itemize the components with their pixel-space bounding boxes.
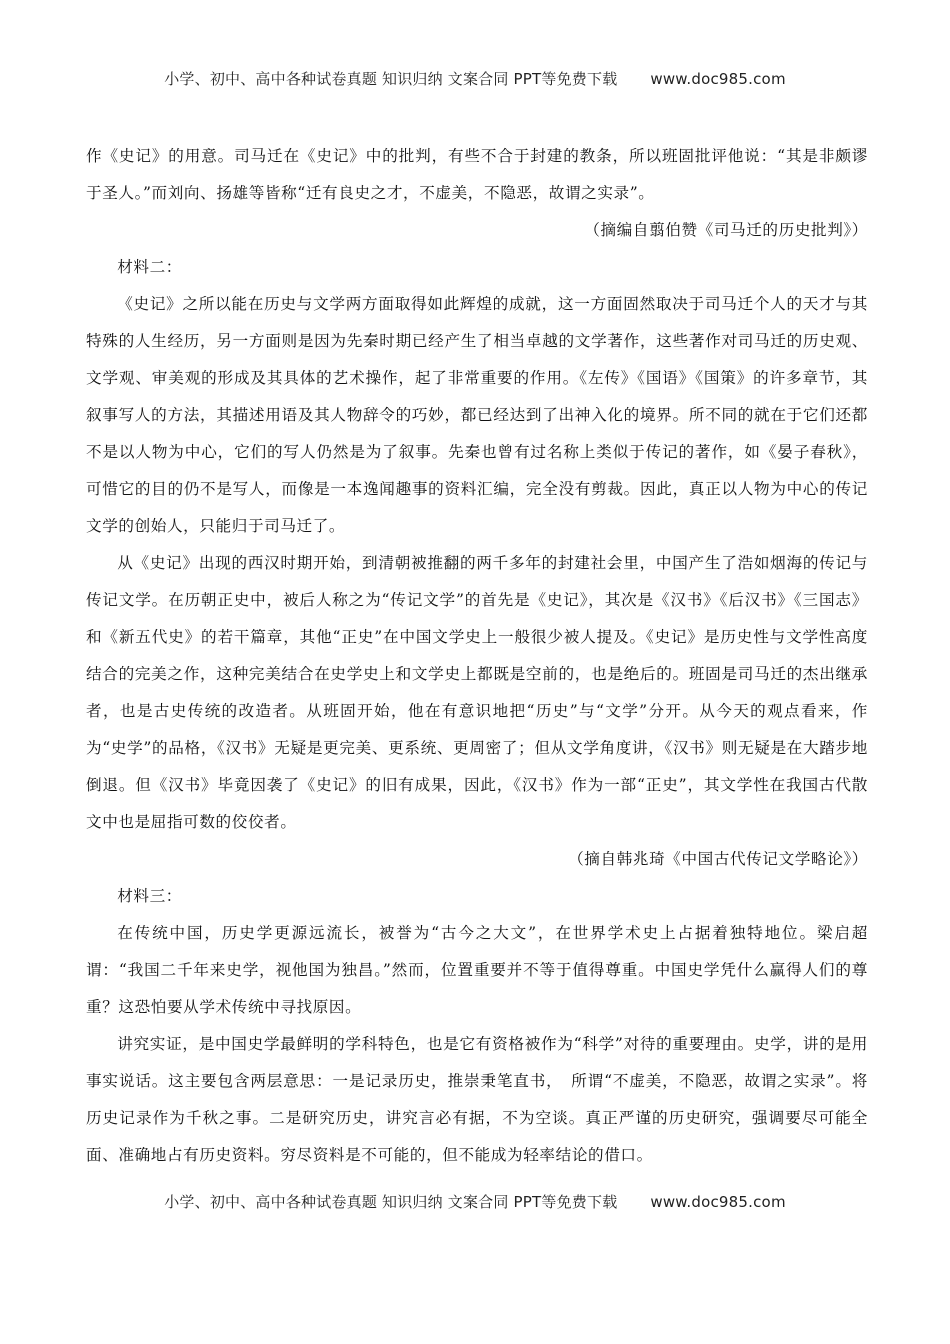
source-citation-1: （摘编自翦伯赞《司马迁的历史批判》） <box>584 221 868 239</box>
material-2-heading: 材料二： <box>117 258 182 276</box>
source-citation-2: （摘自韩兆琦《中国古代传记文学略论》） <box>568 850 868 868</box>
paragraph-continued: 作《史记》的用意。司马迁在《史记》中的批判，有些不合于封建的教条，所以班固批评他说：“其是非颇谬于圣人。”而刘向、扬雄等皆称“迁有良史之才，不虚美，不隐恶，故谓之实录”。 <box>86 147 868 202</box>
header-site-url[interactable]: www.doc985.com <box>650 70 786 88</box>
header-text: 小学、初中、高中各种试卷真题 知识归纳 文案合同 PPT等免费下载 <box>164 70 618 88</box>
material-3-paragraph-1: 在传统中国，历史学更源远流长，被誉为“古今之大文”，在世界学术史上占据着独特地位。梁启超谓：“我国二千年来史学，视他国为独昌。”然而，位置重要并不等于值得尊重。中国史学凭什么赢得人们的尊重？这恐怕要从学术传统中寻找原因。 <box>86 924 868 1016</box>
material-2-paragraph-2: 从《史记》出现的西汉时期开始，到清朝被推翻的两千多年的封建社会里，中国产生了浩如烟海的传记与传记文学。在历朝正史中，被后人称之为“传记文学”的首先是《史记》，其次是《汉书》《后汉书》《三国志》和《新五代史》的若干篇章，其他“正史”在中国文学史上一般很少被人提及。《史记》是历史性与文学性高度结合的完美之作，这种完美结合在史学史上和文学史上都既是空前的，也是绝后的。班固是司马迁的杰出继承者，也是古史传统的改造者。从班固开始，他在有意识地把“历史”与“文学”分开。从今天的观点看来，作为“史学”的品格，《汉书》无疑是更完美、更系统、更周密了；但从文学角度讲，《汉书》则无疑是在大踏步地倒退。但《汉书》毕竟因袭了《史记》的旧有成果，因此，《汉书》作为一部“正史”，其文学性在我国古代散文中也是屈指可数的佼佼者。 <box>86 554 868 831</box>
material-3-heading: 材料三： <box>117 887 182 905</box>
footer-site-url[interactable]: www.doc985.com <box>650 1193 786 1211</box>
material-2-paragraph-1: 《史记》之所以能在历史与文学两方面取得如此辉煌的成就，这一方面固然取决于司马迁个人的天才与其特殊的人生经历，另一方面则是因为先秦时期已经产生了相当卓越的文学著作，这些著作对司马迁的历史观、文学观、审美观的形成及其具体的艺术操作，起了非常重要的作用。《左传》《国语》《国策》的许多章节，其叙事写人的方法，其描述用语及其人物辞令的巧妙，都已经达到了出神入化的境界。所不同的就在于它们还都不是以人物为中心，它们的写人仍然是为了叙事。先秦也曾有过名称上类似于传记的著作，如《晏子春秋》，可惜它的目的仍不是写人，而像是一本逸闻趣事的资料汇编，完全没有剪裁。因此，真正以人物为中心的传记文学的创始人，只能归于司马迁了。 <box>86 295 868 535</box>
footer-text: 小学、初中、高中各种试卷真题 知识归纳 文案合同 PPT等免费下载 <box>164 1193 618 1211</box>
material-3-paragraph-2: 讲究实证，是中国史学最鲜明的学科特色，也是它有资格被作为“科学”对待的重要理由。史学，讲的是用事实说话。这主要包含两层意思：一是记录历史，推崇秉笔直书， 所谓“不虚美，不隐恶，故谓之实录”。将历史记录作为千秋之事。二是研究历史，讲究言必有据，不为空谈。真正严谨的历史研究，强调要尽可能全面、准确地占有历史资料。穷尽资料是不可能的，但不能成为轻率结论的借口。 <box>86 1035 868 1164</box>
page-footer <box>0 1191 950 1212</box>
document-body <box>86 138 868 1174</box>
page-header <box>0 68 950 89</box>
